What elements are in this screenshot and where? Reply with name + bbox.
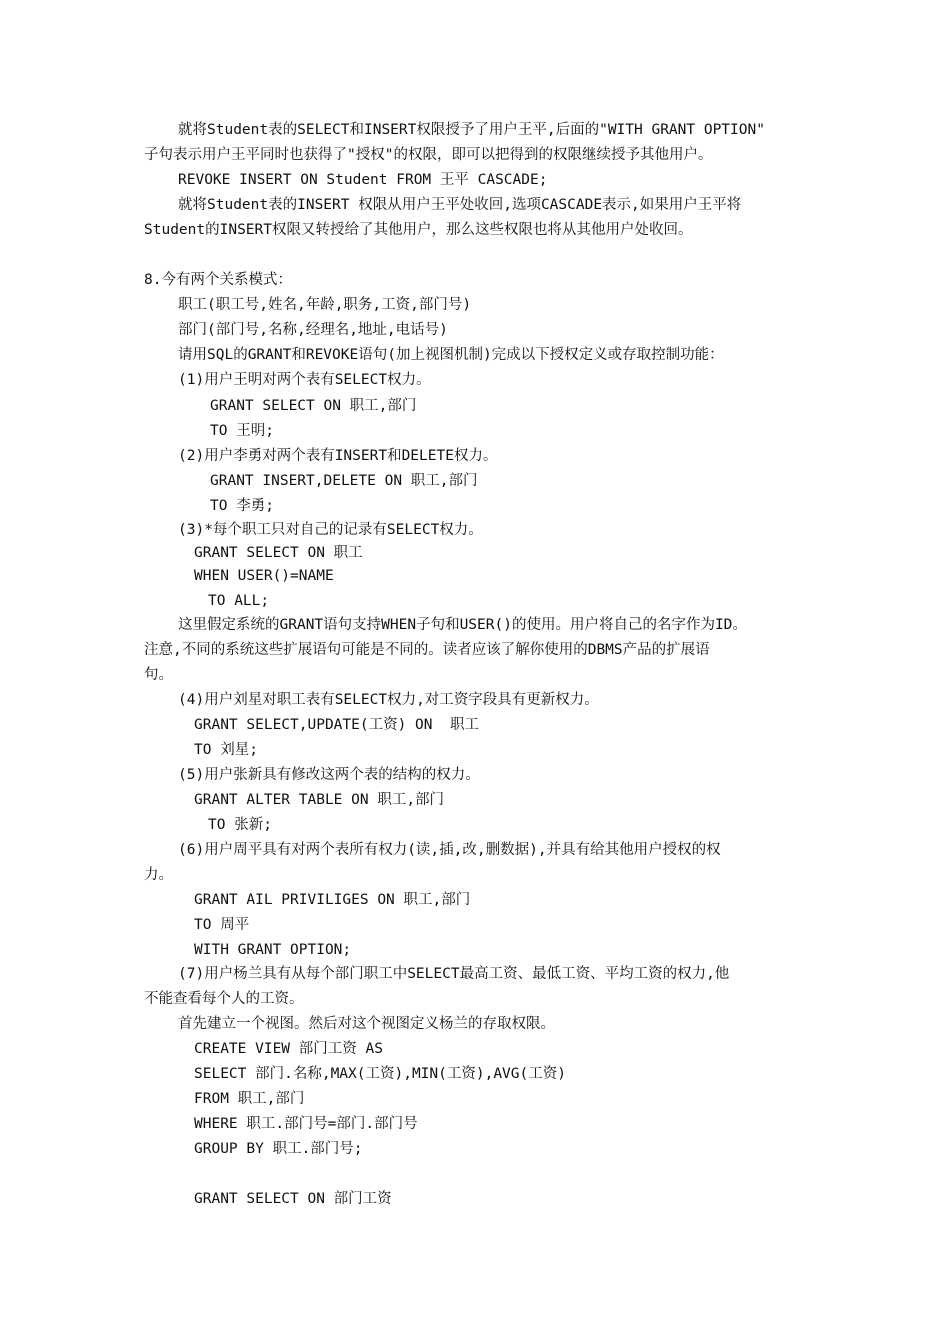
code-line: WHERE 职工.部门号=部门.部门号 [194,1116,418,1132]
text-line: 不能查看每个人的工资。 [144,991,304,1007]
code-line: SELECT 部门.名称,MAX(工资),MIN(工资),AVG(工资) [194,1066,566,1082]
code-line: TO 王明; [210,423,274,439]
sub-question: (5)用户张新具有修改这两个表的结构的权力。 [178,767,480,783]
question-heading: 8.今有两个关系模式： [144,272,292,288]
sub-question: (3)*每个职工只对自己的记录有SELECT权力。 [178,522,483,538]
sub-question: (1)用户王明对两个表有SELECT权力。 [178,372,431,388]
code-line: GRANT SELECT ON 职工 [194,545,363,561]
code-line: TO 李勇; [210,498,274,514]
text-line: 这里假定系统的GRANT语句支持WHEN子句和USER()的使用。用户将自己的名字作为ID。 [178,617,747,633]
text-line: 首先建立一个视图。然后对这个视图定义杨兰的存取权限。 [178,1016,555,1032]
text-line: Student的INSERT权限又转授给了其他用户，那么这些权限也将从其他用户处收回。 [144,222,693,238]
code-line: GRANT AIL PRIVILIGES ON 职工,部门 [194,892,471,908]
text-line: 注意,不同的系统这些扩展语句可能是不同的。读者应该了解你使用的DBMS产品的扩展语 [144,642,710,658]
code-line: GRANT SELECT ON 部门工资 [194,1191,392,1207]
sub-question: (7)用户杨兰具有从每个部门职工中SELECT最高工资、最低工资、平均工资的权力,他 [178,966,730,982]
code-line: GRANT INSERT,DELETE ON 职工,部门 [210,473,478,489]
code-line: TO 周平 [194,917,250,933]
code-line: TO 刘星; [194,742,258,758]
text-line: 子句表示用户王平同时也获得了"授权"的权限，即可以把得到的权限继续授予其他用户。 [144,147,713,163]
code-line: GRANT SELECT ON 职工,部门 [210,398,417,414]
code-line: TO ALL; [208,593,270,609]
sub-question: (4)用户刘星对职工表有SELECT权力,对工资字段具有更新权力。 [178,692,599,708]
code-line: FROM 职工,部门 [194,1091,305,1107]
sub-question: (2)用户李勇对两个表有INSERT和DELETE权力。 [178,448,498,464]
text-line: 句。 [144,667,173,683]
text-line: 力。 [144,867,173,883]
code-line: CREATE VIEW 部门工资 AS [194,1041,383,1057]
code-line: WHEN USER()=NAME [194,568,334,584]
code-line: GROUP BY 职工.部门号; [194,1141,363,1157]
code-line: REVOKE INSERT ON Student FROM 王平 CASCADE; [178,172,548,188]
text-line: 就将Student表的INSERT 权限从用户王平处收回,选项CASCADE表示,如果用户王平将 [178,197,742,213]
code-line: GRANT ALTER TABLE ON 职工,部门 [194,792,445,808]
code-line: TO 张新; [208,817,272,833]
text-line: 部门(部门号,名称,经理名,地址,电话号) [178,322,448,338]
code-line: GRANT SELECT,UPDATE(工资) ON 职工 [194,717,479,733]
text-line: 请用SQL的GRANT和REVOKE语句(加上视图机制)完成以下授权定义或存取控制功能： [178,347,724,363]
sub-question: (6)用户周平具有对两个表所有权力(读,插,改,删数据),并具有给其他用户授权的权 [178,842,721,858]
text-line: 职工(职工号,姓名,年龄,职务,工资,部门号) [178,297,472,313]
text-line: 就将Student表的SELECT和INSERT权限授予了用户王平,后面的"WITH GRANT OPTION" [178,122,765,138]
code-line: WITH GRANT OPTION; [194,942,352,958]
